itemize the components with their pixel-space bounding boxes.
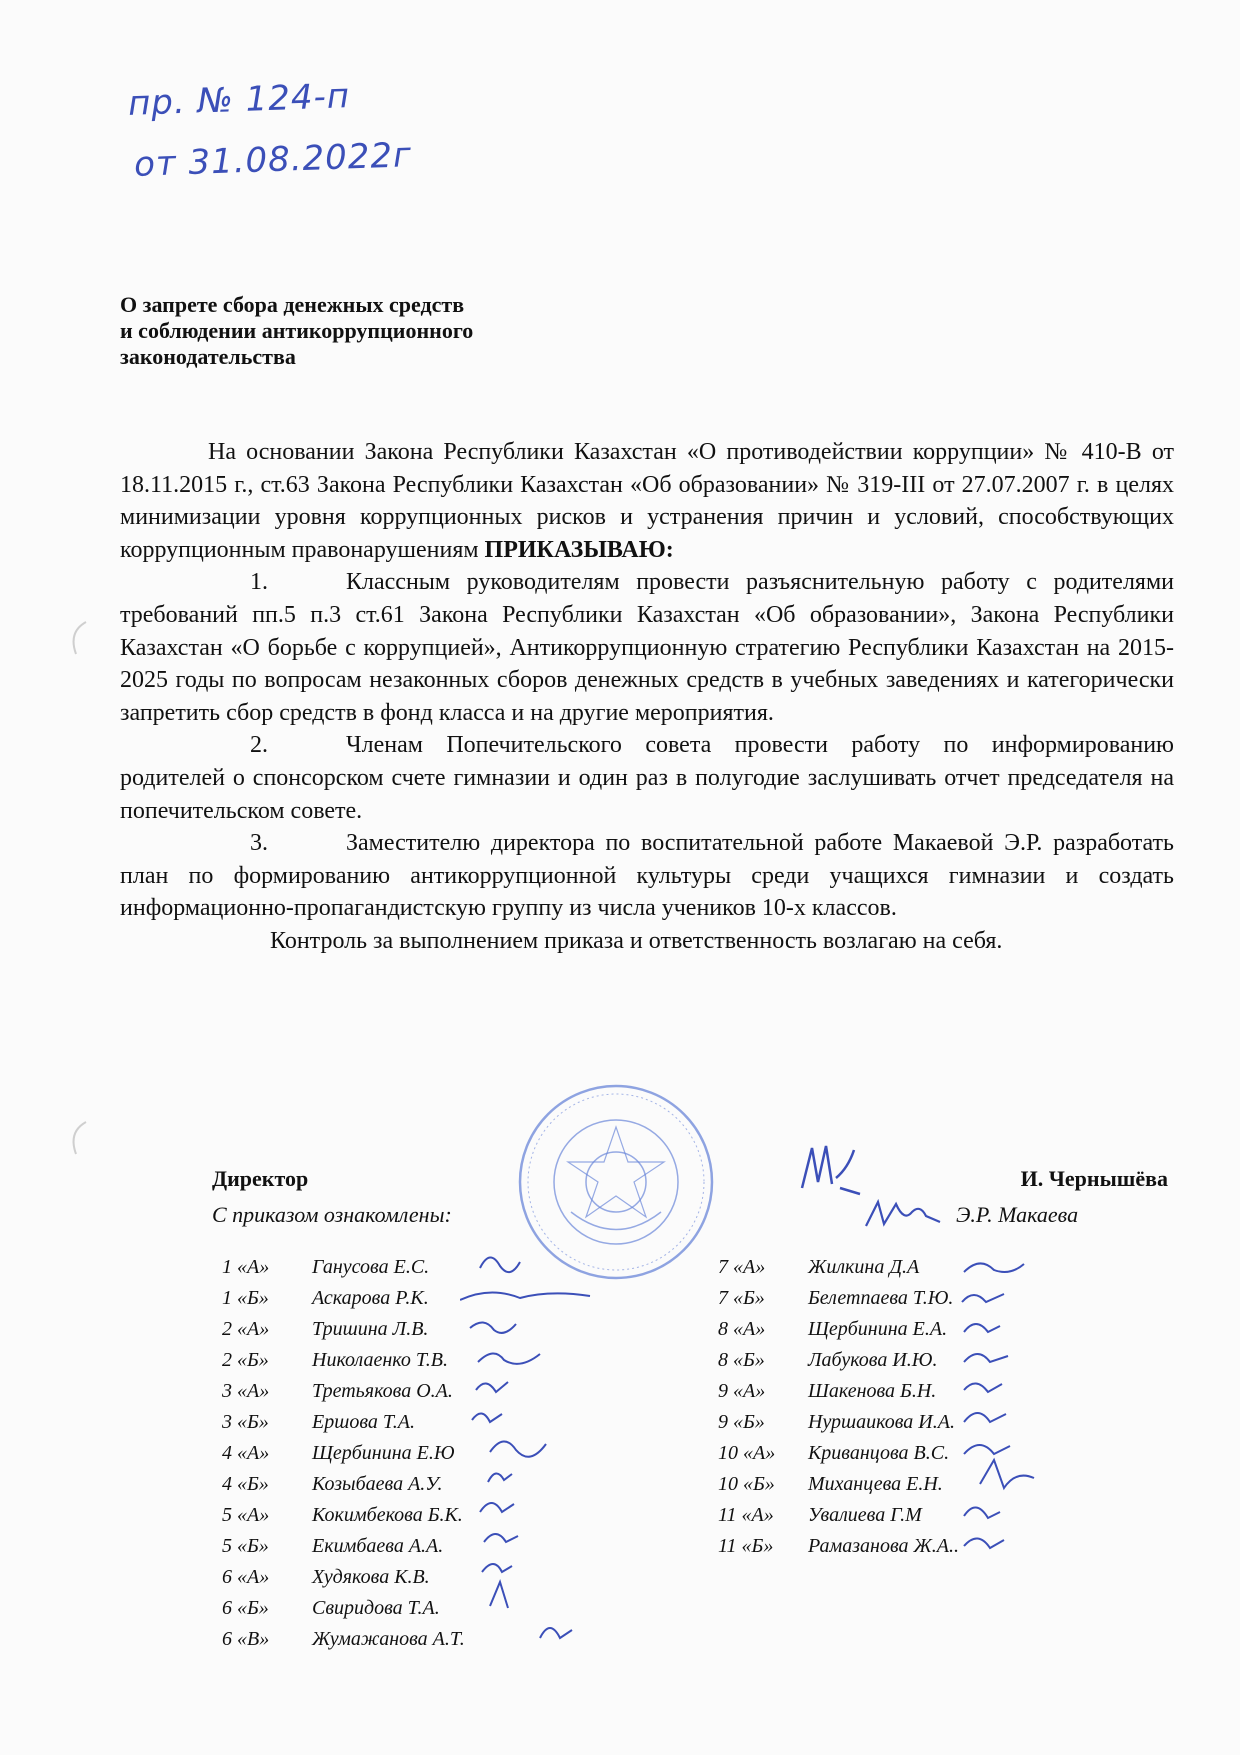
list-item (222, 1469, 465, 1500)
teacher-name: Николаенко Т.В. (312, 1349, 448, 1371)
teacher-name: Свиридова Т.А. (312, 1597, 440, 1619)
list-item (718, 1283, 959, 1314)
class-label: 8 «Б» (718, 1349, 765, 1371)
control-paragraph: Контроль за выполнением приказа и ответственность возлагаю на себя. (270, 927, 1003, 954)
item-number: 2. (250, 732, 268, 759)
list-item (222, 1314, 465, 1345)
teacher-name: Жилкина Д.А (808, 1256, 920, 1278)
teacher-name: Екимбаева А.А. (312, 1535, 444, 1557)
staff-signatures-left (460, 1246, 680, 1666)
class-label: 2 «Б» (222, 1349, 269, 1371)
list-item (222, 1438, 465, 1469)
command-word: ПРИКАЗЫВАЮ: (484, 536, 674, 563)
class-label: 11 «Б» (718, 1535, 774, 1557)
teacher-name: Миханцева Е.Н. (808, 1473, 943, 1495)
director-signature (796, 1138, 866, 1208)
class-label: 9 «Б» (718, 1411, 765, 1433)
list-item (718, 1531, 959, 1562)
list-item (222, 1283, 465, 1314)
class-label: 5 «Б» (222, 1535, 269, 1557)
acknowledgement-list-left (222, 1252, 465, 1655)
list-item (718, 1314, 959, 1345)
list-item (222, 1593, 465, 1624)
order-item-1 (120, 566, 1174, 729)
teacher-name: Ганусова Е.С. (312, 1256, 430, 1278)
class-label: 5 «А» (222, 1504, 270, 1526)
order-item-2 (120, 729, 1174, 827)
list-item (718, 1345, 959, 1376)
director-name: И. Чернышёва (1020, 1166, 1168, 1191)
title-line: О запрете сбора денежных средств (120, 292, 465, 317)
teacher-name: Рамазанова Ж.А.. (808, 1535, 960, 1557)
list-item (718, 1252, 959, 1283)
list-item (222, 1252, 465, 1283)
teacher-name: Аскарова Р.К. (312, 1287, 429, 1309)
staff-signatures-right (960, 1246, 1080, 1566)
teacher-name: Криванцова В.С. (808, 1442, 950, 1464)
list-item (718, 1500, 959, 1531)
document-title (120, 292, 680, 370)
title-line: и соблюдении антикоррупционного (120, 318, 474, 343)
class-label: 9 «А» (718, 1380, 766, 1402)
teacher-name: Щербинина Е.Ю (312, 1442, 455, 1464)
teacher-name: Увалиева Г.М (808, 1504, 922, 1526)
item-number: 3. (250, 830, 268, 857)
class-label: 11 «А» (718, 1504, 774, 1526)
acknowledged-label: С приказом ознакомлены: (212, 1202, 452, 1227)
punch-hole-mark (62, 1118, 92, 1158)
class-label: 7 «А» (718, 1256, 766, 1278)
document-body (120, 436, 1174, 958)
order-item-3 (120, 827, 1174, 925)
class-label: 3 «Б» (222, 1411, 269, 1433)
punch-hole-mark (62, 618, 92, 658)
class-label: 6 «Б» (222, 1597, 269, 1619)
list-item (222, 1500, 465, 1531)
deputy-signature (860, 1192, 950, 1237)
preamble-paragraph (120, 436, 1174, 566)
list-item (718, 1469, 959, 1500)
class-label: 4 «А» (222, 1442, 270, 1464)
teacher-name: Нуршаикова И.А. (808, 1411, 955, 1433)
list-item (222, 1531, 465, 1562)
teacher-name: Тришина Л.В. (312, 1318, 429, 1340)
item-text: Членам Попечительского совета провести работу по информированию родителей о спонсорском счете гимназии и один раз в полугодие заслушивать отчет председателя на попечительском совете. (120, 732, 1174, 824)
class-label: 2 «А» (222, 1318, 270, 1340)
teacher-name: Щербинина Е.А. (808, 1318, 948, 1340)
list-item (222, 1345, 465, 1376)
teacher-name: Белетпаева Т.Ю. (808, 1287, 954, 1309)
handwritten-order-date: от 31.08.2022г (133, 135, 413, 185)
class-label: 1 «А» (222, 1256, 270, 1278)
list-item (222, 1376, 465, 1407)
class-label: 4 «Б» (222, 1473, 269, 1495)
title-line: законодательства (120, 344, 296, 369)
acknowledgement-list-right (718, 1252, 959, 1562)
list-item (222, 1407, 465, 1438)
class-label: 7 «Б» (718, 1287, 765, 1309)
class-label: 10 «Б» (718, 1473, 775, 1495)
teacher-name: Кокимбекова Б.К. (312, 1504, 463, 1526)
item-text: Заместителю директора по воспитательной работе Макаевой Э.Р. разработать план по формированию антикоррупционной культуры среди учащихся гимназии и создать информационно-пропагандистскую группу из числа учеников 10-х классов. (120, 830, 1174, 922)
teacher-name: Третьякова О.А. (312, 1380, 453, 1402)
teacher-name: Ершова Т.А. (312, 1411, 415, 1433)
item-number: 1. (250, 569, 268, 596)
teacher-name: Шакенова Б.Н. (808, 1380, 937, 1402)
class-label: 3 «А» (222, 1380, 270, 1402)
teacher-name: Худякова К.В. (312, 1566, 430, 1588)
class-label: 10 «А» (718, 1442, 776, 1464)
list-item (718, 1407, 959, 1438)
class-label: 6 «В» (222, 1628, 270, 1650)
list-item (222, 1562, 465, 1593)
director-position: Директор (212, 1166, 309, 1191)
item-text: Классным руководителям провести разъяснительную работу с родителями требований пп.5 п.3 ст.61 Закона Республики Казахстан «Об образовании», Закона Республики Казахстан «О борьбе с коррупцией», Антикоррупционную стратегию Республики Казахстан на 2015-2025 годы по вопросам незаконных сборов денежных средств в учебных заведениях и категорически запретить сбор средств в фонд класса и на другие мероприятия. (120, 569, 1174, 726)
teacher-name: Жумажанова А.Т. (312, 1628, 465, 1650)
teacher-name: Лабукова И.Ю. (808, 1349, 938, 1371)
list-item (222, 1624, 465, 1655)
list-item (718, 1438, 959, 1469)
class-label: 6 «А» (222, 1566, 270, 1588)
class-label: 1 «Б» (222, 1287, 269, 1309)
list-item (718, 1376, 959, 1407)
preamble-text: На основании Закона Республики Казахстан «О противодействии коррупции» № 410-В от 18.11.2015 г., ст.63 Закона Республики Казахстан «Об образовании» № 319-III от 27.07.2007 г. в целях минимизации уровня коррупционных рисков и устранения причин и условий, способствующих коррупционным правонарушениям (120, 439, 1174, 563)
class-label: 8 «А» (718, 1318, 766, 1340)
deputy-name: Э.Р. Макаева (956, 1202, 1079, 1227)
teacher-name: Козыбаева А.У. (312, 1473, 443, 1495)
handwritten-order-number: пр. № 124-п (127, 76, 351, 124)
